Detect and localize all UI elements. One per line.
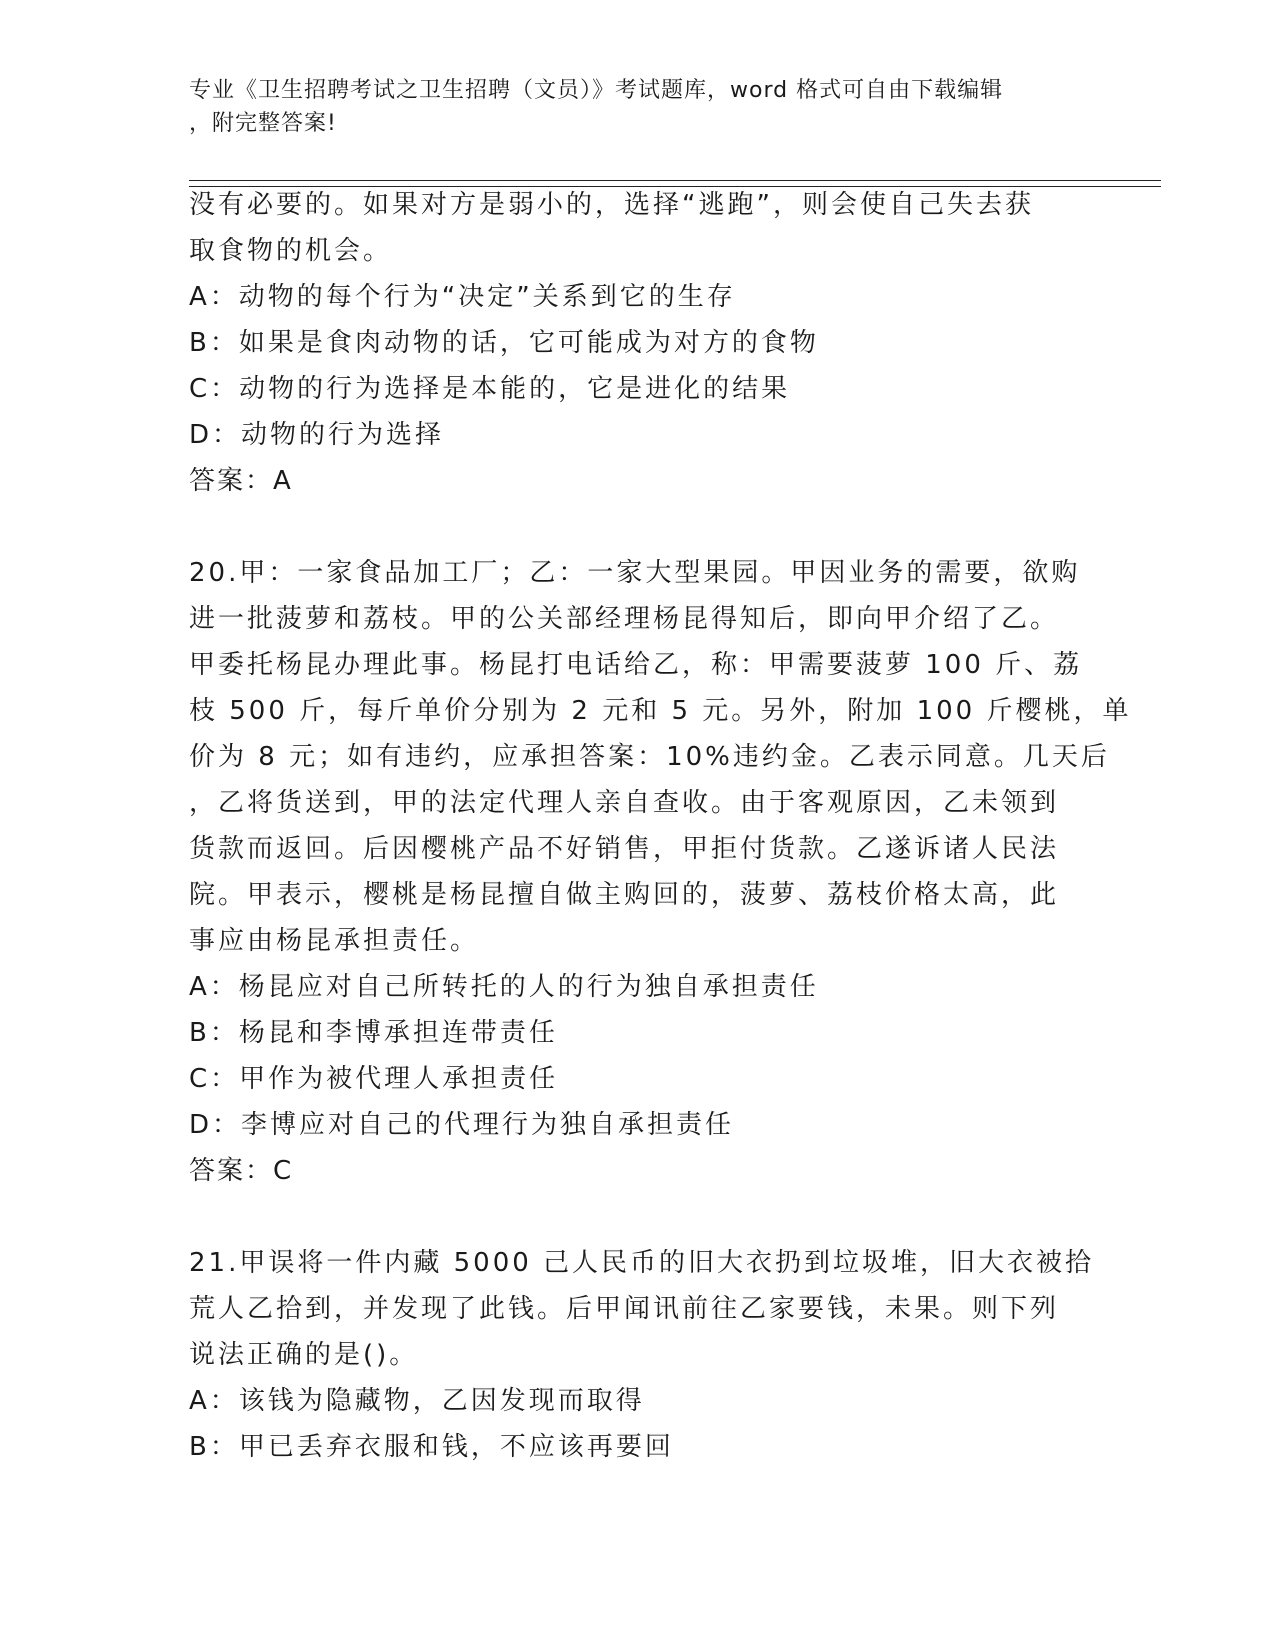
question-text-line: 价为 8 元；如有违约，应承担答案：10%违约金。乙表示同意。几天后 (189, 742, 1110, 772)
question-text-line: 荒人乙拾到，并发现了此钱。后甲闻讯前往乙家要钱，未果。则下列 (189, 1294, 1060, 1324)
answer-line: 答案：C (189, 1156, 294, 1186)
option-b: B：甲已丢弃衣服和钱，不应该再要回 (189, 1432, 674, 1462)
option-d: D：动物的行为选择 (189, 420, 445, 450)
question-text-line: 取食物的机会。 (189, 236, 393, 266)
option-c: C：动物的行为选择是本能的，它是进化的结果 (189, 374, 791, 404)
question-text-line: 没有必要的。如果对方是弱小的，选择“逃跑”，则会使自己失去获 (189, 190, 1034, 220)
question-text-line: 事应由杨昆承担责任。 (189, 926, 480, 956)
option-a: A：杨昆应对自己所转托的人的行为独自承担责任 (189, 972, 819, 1002)
question-spacer (189, 504, 1089, 550)
option-a: A：该钱为隐藏物，乙因发现而取得 (189, 1386, 645, 1416)
header-divider-top (189, 180, 1161, 181)
question-text-line: 21.甲误将一件内藏 5000 己人民币的旧大衣扔到垃圾堆，旧大衣被拾 (189, 1248, 1095, 1278)
question-text-line: 进一批菠萝和荔枝。甲的公关部经理杨昆得知后，即向甲介绍了乙。 (189, 604, 1060, 634)
header-line-2: ，附完整答案! (189, 111, 337, 136)
header-line-1: 专业《卫生招聘考试之卫生招聘（文员）》考试题库，word 格式可自由下载编辑 (189, 78, 1004, 103)
question-spacer (189, 1194, 1089, 1240)
option-d: D：李博应对自己的代理行为独自承担责任 (189, 1110, 735, 1140)
question-text-line: 说法正确的是()。 (189, 1340, 419, 1370)
question-text-line: 院。甲表示，樱桃是杨昆擅自做主购回的，菠萝、荔枝价格太高，此 (189, 880, 1060, 910)
question-19 (189, 182, 1089, 504)
document-body (189, 182, 1132, 1470)
question-text-line: 甲委托杨昆办理此事。杨昆打电话给乙，称：甲需要菠萝 100 斤、荔 (189, 650, 1083, 680)
document-header (189, 74, 1089, 140)
question-text-line: 20.甲：一家食品加工厂；乙：一家大型果园。甲因业务的需要，欲购 (189, 558, 1081, 588)
answer-line: 答案：A (189, 466, 293, 496)
question-text-line: 枝 500 斤，每斤单价分别为 2 元和 5 元。另外，附加 100 斤樱桃，单 (189, 696, 1132, 726)
question-text-line: 货款而返回。后因樱桃产品不好销售，甲拒付货款。乙遂诉诸人民法 (189, 834, 1060, 864)
option-b: B：杨昆和李博承担连带责任 (189, 1018, 558, 1048)
question-20 (189, 550, 1132, 1194)
option-b: B：如果是食肉动物的话，它可能成为对方的食物 (189, 328, 819, 358)
question-text-line: ，乙将货送到，甲的法定代理人亲自查收。由于客观原因，乙未领到 (189, 788, 1060, 818)
question-21 (189, 1240, 1095, 1470)
option-c: C：甲作为被代理人承担责任 (189, 1064, 559, 1094)
option-a: A：动物的每个行为“决定”关系到它的生存 (189, 282, 736, 312)
